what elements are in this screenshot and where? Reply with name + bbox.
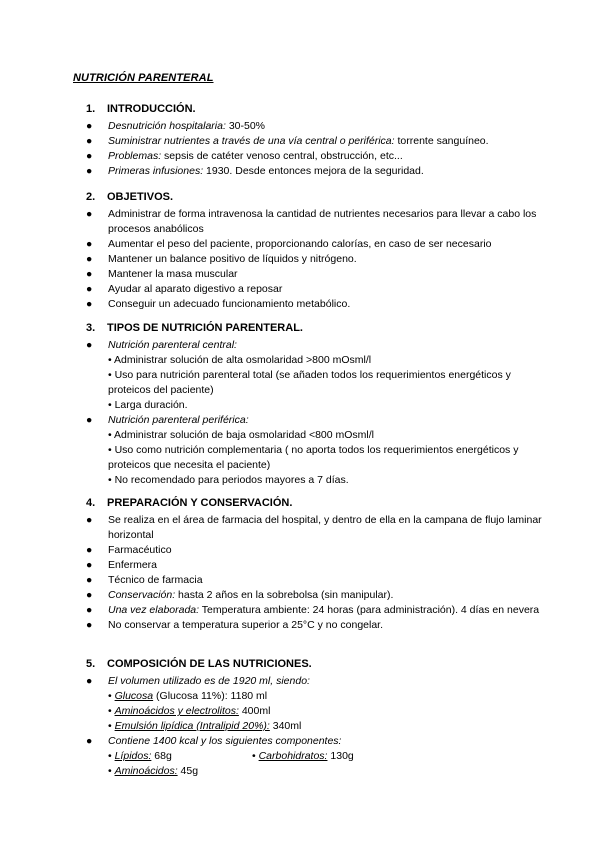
- sub-bullet: •: [252, 750, 259, 762]
- bullet-icon: ●: [86, 514, 93, 526]
- sub-bullet: •: [108, 750, 115, 762]
- item-label: Contiene 1400 kcal y los siguientes componentes:: [108, 735, 342, 747]
- sub-bullet: •: [108, 690, 115, 702]
- list-item: [86, 207, 546, 237]
- section-number: 5.: [86, 658, 96, 670]
- bullet-icon: ●: [86, 135, 93, 147]
- list-item: [86, 734, 546, 749]
- item-text: Técnico de farmacia: [108, 574, 203, 586]
- bullet-icon: ●: [86, 268, 93, 280]
- bullet-icon: ●: [86, 604, 93, 616]
- bullet-icon: ●: [86, 339, 93, 351]
- item-text: hasta 2 años en la sobrebolsa (sin manipular).: [175, 589, 394, 601]
- list-item: [86, 588, 546, 603]
- sub-item: • Uso para nutrición parenteral total (se añaden todos los requerimientos energéticos y proteicos del paciente): [108, 369, 511, 396]
- item-label: Aminoácidos y electrolitos:: [114, 705, 239, 717]
- bullet-icon: ●: [86, 559, 93, 571]
- bullet-icon: ●: [86, 283, 93, 295]
- sub-bullet: •: [108, 765, 115, 777]
- list-item: [86, 573, 546, 588]
- sub-item: • No recomendado para periodos mayores a 7 días.: [108, 474, 349, 486]
- list-item: [86, 282, 546, 297]
- bullet-icon: ●: [86, 120, 93, 132]
- section-heading: [86, 495, 546, 511]
- section-number: 1.: [86, 103, 96, 115]
- item-text: 130g: [327, 750, 354, 762]
- list-item: [86, 513, 546, 543]
- item-text: 30-50%: [225, 120, 266, 132]
- bullet-icon: ●: [86, 150, 93, 162]
- item-text: 1930. Desde entonces mejora de la seguridad.: [203, 165, 424, 177]
- item-text: Ayudar al aparato digestivo a reposar: [108, 283, 283, 295]
- item-text: Se realiza en el área de farmacia del hospital, y dentro de ella en la campana de flujo laminar horizontal: [108, 514, 542, 541]
- item-label: Desnutrición hospitalaria:: [108, 120, 226, 132]
- item-text: sepsis de catéter venoso central, obstrucción, etc...: [161, 150, 403, 162]
- item-label: Nutrición parenteral central:: [108, 339, 237, 351]
- item-label: Lípidos:: [114, 750, 152, 762]
- section-title: COMPOSICIÓN DE LAS NUTRICIONES.: [107, 658, 312, 670]
- list-item: [86, 134, 546, 149]
- list-item: [86, 413, 546, 428]
- section-objetivos: [86, 189, 546, 312]
- bullet-icon: ●: [86, 253, 93, 265]
- list-item: [86, 252, 546, 267]
- bullet-icon: ●: [86, 414, 93, 426]
- section-number: 3.: [86, 322, 96, 334]
- item-label: Carbohidratos:: [258, 750, 328, 762]
- bullet-icon: ●: [86, 238, 93, 250]
- section-heading: [86, 189, 546, 205]
- section-heading: [86, 320, 546, 336]
- list-item: [86, 603, 546, 618]
- bullet-icon: ●: [86, 619, 93, 631]
- sub-item: • Administrar solución de baja osmolaridad <800 mOsml/l: [108, 429, 375, 441]
- item-label: Glucosa: [114, 690, 154, 702]
- section-number: 2.: [86, 191, 96, 203]
- sub-item: • Larga duración.: [108, 399, 188, 411]
- item-text: Mantener la masa muscular: [108, 268, 238, 280]
- sub-bullet: •: [108, 705, 115, 717]
- item-text: Enfermera: [108, 559, 158, 571]
- list-item: [86, 558, 546, 573]
- section-title: INTRODUCCIÓN.: [107, 103, 196, 115]
- bullet-icon: ●: [86, 298, 93, 310]
- item-label: Problemas:: [108, 150, 162, 162]
- item-label: Conservación:: [108, 589, 176, 601]
- sub-bullet: •: [108, 720, 115, 732]
- item-text: Farmacéutico: [108, 544, 172, 556]
- item-text: 68g: [151, 750, 172, 762]
- sub-item: [86, 704, 546, 719]
- sub-item: [86, 764, 546, 779]
- section-composicion: [86, 656, 546, 779]
- list-item: [86, 149, 546, 164]
- item-text: 400ml: [238, 705, 271, 717]
- bullet-icon: ●: [86, 574, 93, 586]
- sub-item: [86, 689, 546, 704]
- section-heading: [86, 101, 546, 117]
- item-text: Aumentar el peso del paciente, proporcionando calorías, en caso de ser necesario: [108, 238, 492, 250]
- sub-item-row: [86, 749, 546, 764]
- item-label: Emulsión lipídica (Intralipid 20%):: [114, 720, 270, 732]
- item-label: Primeras infusiones:: [108, 165, 204, 177]
- item-label: Aminoácidos:: [114, 765, 178, 777]
- section-introduccion: [86, 101, 546, 179]
- bullet-icon: ●: [86, 165, 93, 177]
- section-preparacion: [86, 495, 546, 633]
- item-text: 45g: [177, 765, 199, 777]
- list-item: [86, 338, 546, 353]
- sub-item: • Administrar solución de alta osmolaridad >800 mOsml/l: [108, 354, 372, 366]
- sub-item: [86, 719, 546, 734]
- section-title: OBJETIVOS.: [107, 191, 174, 203]
- section-tipos: [86, 320, 546, 488]
- item-label: Nutrición parenteral periférica:: [108, 414, 249, 426]
- bullet-icon: ●: [86, 208, 93, 220]
- bullet-icon: ●: [86, 544, 93, 556]
- list-item: [86, 237, 546, 252]
- item-text: Temperatura ambiente: 24 horas (para administración). 4 días en nevera: [199, 604, 540, 616]
- item-text: Conseguir un adecuado funcionamiento metabólico.: [108, 298, 351, 310]
- item-label: Suministrar nutrientes a través de una vía central o periférica:: [108, 135, 395, 147]
- section-heading: [86, 656, 546, 672]
- item-text: (Glucosa 11%): 1180 ml: [153, 690, 268, 702]
- list-item: [86, 618, 546, 633]
- item-text: No conservar a temperatura superior a 25°C y no congelar.: [108, 619, 384, 631]
- bullet-icon: ●: [86, 735, 93, 747]
- section-number: 4.: [86, 497, 96, 509]
- list-item: [86, 674, 546, 689]
- item-text: Mantener un balance positivo de líquidos y nitrógeno.: [108, 253, 357, 265]
- item-text: 340ml: [269, 720, 302, 732]
- item-text: torrente sanguíneo.: [394, 135, 489, 147]
- document-title: NUTRICIÓN PARENTERAL: [73, 72, 214, 84]
- list-item: [86, 267, 546, 282]
- section-title: PREPARACIÓN Y CONSERVACIÓN.: [107, 497, 293, 509]
- list-item: [86, 543, 546, 558]
- item-text: Administrar de forma intravenosa la cantidad de nutrientes necesarios para llevar a cabo los procesos anabólicos: [108, 208, 537, 235]
- section-title: TIPOS DE NUTRICIÓN PARENTERAL.: [107, 322, 303, 334]
- item-label: Una vez elaborada:: [108, 604, 200, 616]
- list-item: [86, 297, 546, 312]
- list-item: [86, 119, 546, 134]
- list-item: [86, 164, 546, 179]
- sub-item: • Uso como nutrición complementaria ( no aporta todos los requerimientos energéticos y proteicos que necesita el paciente): [108, 444, 519, 471]
- item-label: El volumen utilizado es de 1920 ml, siendo:: [108, 675, 310, 687]
- bullet-icon: ●: [86, 589, 93, 601]
- bullet-icon: ●: [86, 675, 93, 687]
